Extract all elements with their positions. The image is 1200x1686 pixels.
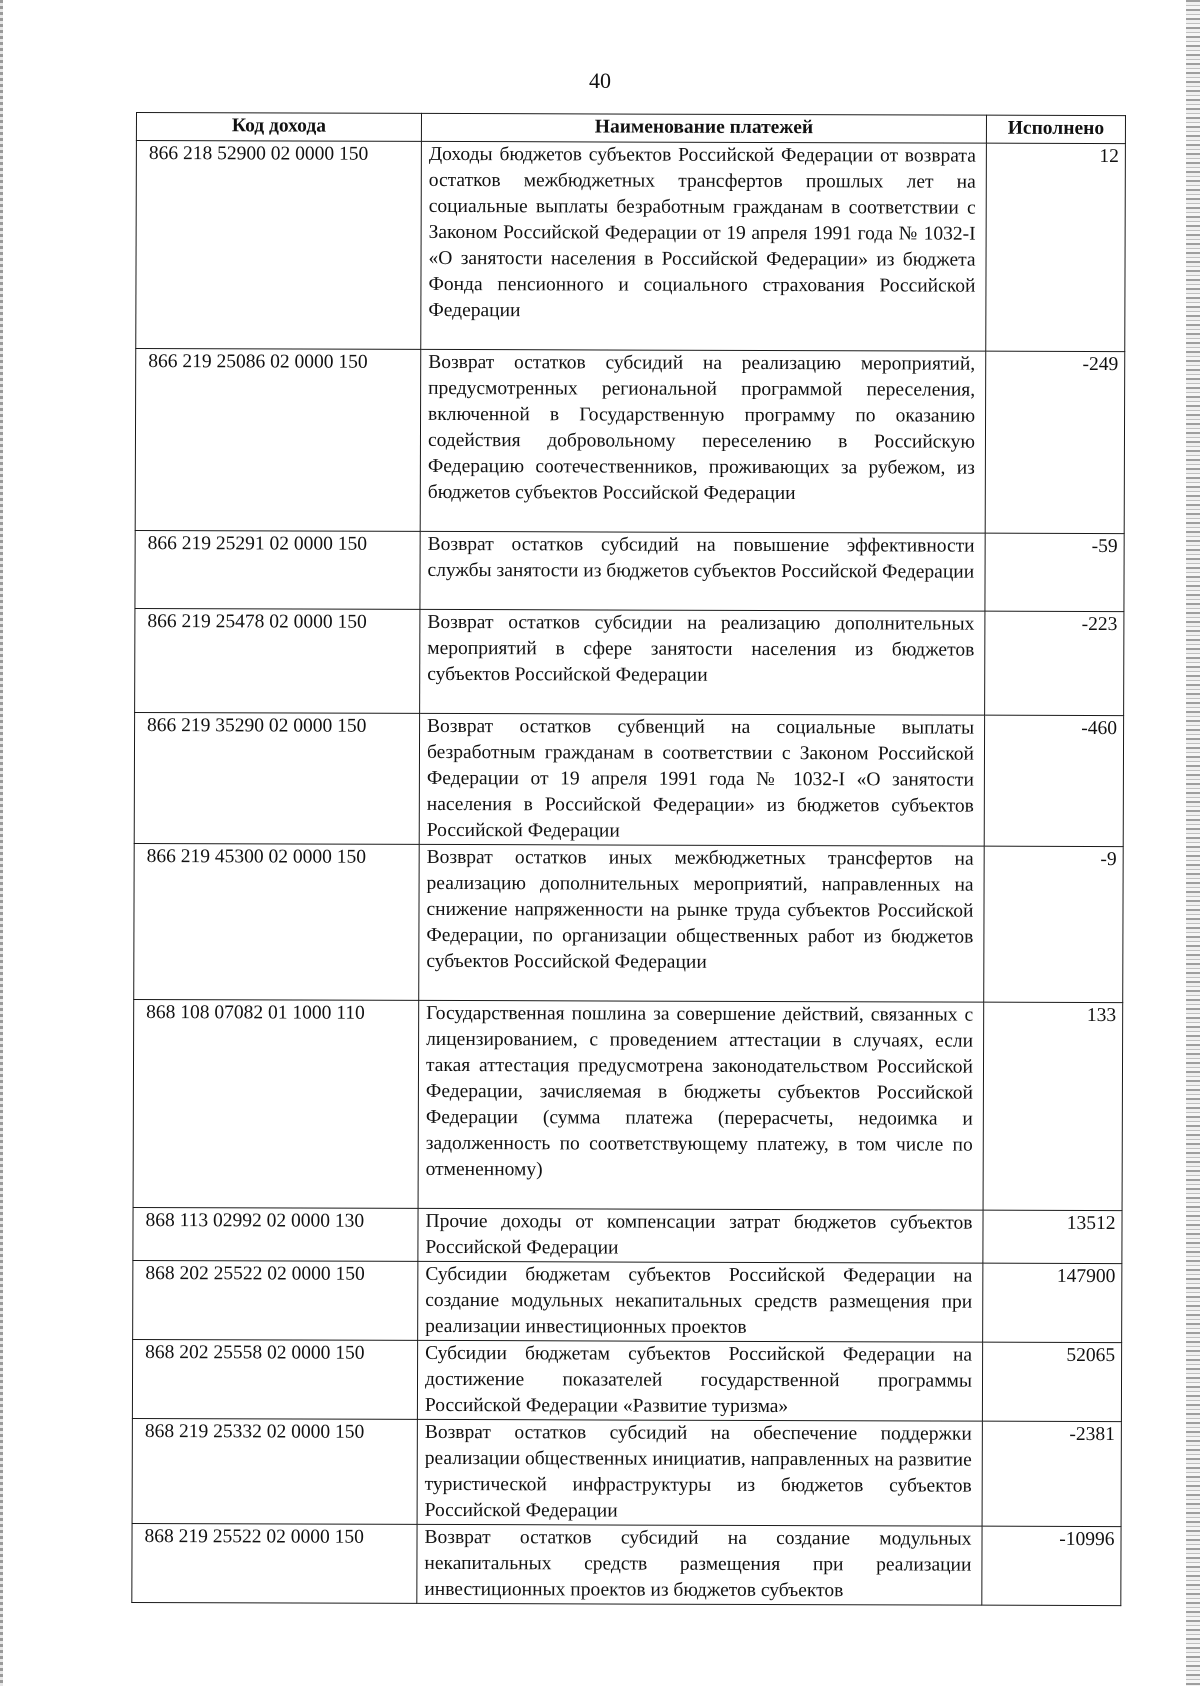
page-number: 40 — [589, 68, 611, 93]
row-code: 866 219 45300 02 0000 150 — [134, 843, 419, 1000]
table-row — [133, 1207, 1122, 1263]
row-sum: -2381 — [982, 1421, 1121, 1526]
row-sum: -59 — [985, 533, 1124, 611]
table-row — [135, 608, 1124, 715]
table-row — [132, 1339, 1121, 1421]
row-sum: 147900 — [983, 1263, 1122, 1342]
row-code: 868 108 07082 01 1000 110 — [133, 999, 419, 1208]
row-name: Возврат остатков субсидий на обеспечение поддержки реализации общественных инициатив, направленных на развитие туристической инфраструктуры из бюджетов субъектов Российской Федерации — [417, 1419, 982, 1526]
row-code: 866 219 25478 02 0000 150 — [135, 608, 420, 713]
row-name: Субсидии бюджетам субъектов Российской Федерации на достижение показателей государственной программы Российской Федерации «Развитие туризма» — [417, 1340, 982, 1421]
row-sum: 133 — [983, 1002, 1123, 1210]
row-name: Возврат остатков субсидий на реализацию мероприятий, предусмотренных региональной программой переселения, включенной в Государственную программу по оказанию содействия добровольному переселению в Российскую Федерацию соотечественников, проживающих за рубежом, из бюджетов субъектов Российской Федерации — [420, 349, 986, 533]
row-sum: -9 — [984, 846, 1123, 1002]
table-header-row — [136, 113, 1125, 144]
row-sum: -223 — [985, 611, 1124, 715]
row-sum: -249 — [985, 351, 1125, 533]
table-row — [134, 843, 1123, 1002]
row-code: 866 219 35290 02 0000 150 — [134, 712, 419, 844]
table-row — [136, 141, 1126, 352]
table-row — [134, 712, 1123, 846]
row-code: 868 113 02992 02 0000 130 — [133, 1207, 418, 1261]
row-code: 868 202 25522 02 0000 150 — [133, 1260, 418, 1340]
header-name: Наименование платежей — [421, 113, 986, 143]
row-name: Возврат остатков субвенций на социальные выплаты безработным гражданам в соответствии с Законом Российской Федерации от 19 апреля 1991 года № 1032-I «О занятости населения в Российской Федерации» из бюджетов субъектов Российской Федерации — [419, 713, 984, 846]
row-name: Государственная пошлина за совершение действий, связанных с лицензированием, с проведением аттестации в случаях, если такая аттестация предусмотрена законодательством Российской Федерации, зачисляемая в бюджеты субъектов Российской Федерации (сумма платежа (перерасчеты, недоимка и задолженность по соответствующему платежу, в том числе по отмененному) — [418, 1000, 984, 1210]
table-row — [135, 530, 1124, 611]
row-code: 868 219 25522 02 0000 150 — [132, 1523, 417, 1603]
row-sum: 52065 — [982, 1342, 1121, 1421]
row-code: 866 219 25086 02 0000 150 — [135, 349, 421, 532]
row-code: 868 219 25332 02 0000 150 — [132, 1418, 417, 1524]
table-row — [133, 1260, 1122, 1342]
row-sum: 13512 — [983, 1210, 1122, 1263]
scan-edge-left — [0, 0, 3, 1686]
row-name: Возврат остатков иных межбюджетных трансфертов на реализацию дополнительных мероприятий, направленных на снижение напряженности на рынке труда субъектов Российской Федерации, по организации общественных работ из бюджетов субъектов Российской Федерации — [419, 844, 984, 1002]
row-name: Возврат остатков субсидии на реализацию дополнительных мероприятий в сфере занятости населения из бюджетов субъектов Российской Федерации — [420, 609, 985, 715]
row-sum: -460 — [984, 715, 1123, 846]
row-sum: 12 — [986, 143, 1126, 351]
header-sum: Исполнено — [986, 115, 1125, 143]
revenue-table — [131, 112, 1126, 1606]
row-name: Возврат остатков субсидий на создание модульных некапитальных средств размещения при реализации инвестиционных проектов из бюджетов субъектов — [417, 1524, 982, 1605]
table-row — [132, 1523, 1121, 1605]
row-code: 866 219 25291 02 0000 150 — [135, 530, 420, 609]
row-name: Возврат остатков субсидий на повышение эффективности службы занятости из бюджетов субъектов Российской Федерации — [420, 531, 985, 611]
row-name: Доходы бюджетов субъектов Российской Федерации от возврата остатков межбюджетных трансфертов прошлых лет на социальные выплаты безработным гражданам в соответствии с Законом Российской Федерации от 19 апреля 1991 года № 1032-I «О занятости населения в Российской Федерации» из бюджета Фонда пенсионного и социального страхования Российской Федерации — [421, 141, 987, 351]
scan-edge-right — [1186, 0, 1200, 1686]
row-code: 868 202 25558 02 0000 150 — [132, 1339, 417, 1419]
row-name: Прочие доходы от компенсации затрат бюджетов субъектов Российской Федерации — [418, 1208, 983, 1263]
table-row — [132, 1418, 1121, 1526]
table-row — [133, 999, 1123, 1210]
row-sum: -10996 — [982, 1526, 1121, 1605]
header-code: Код дохода — [136, 113, 421, 142]
row-name: Субсидии бюджетам субъектов Российской Федерации на создание модульных некапитальных средств размещения при реализации инвестиционных проектов — [418, 1261, 983, 1342]
row-code: 866 218 52900 02 0000 150 — [136, 141, 422, 350]
table-row — [135, 349, 1125, 534]
